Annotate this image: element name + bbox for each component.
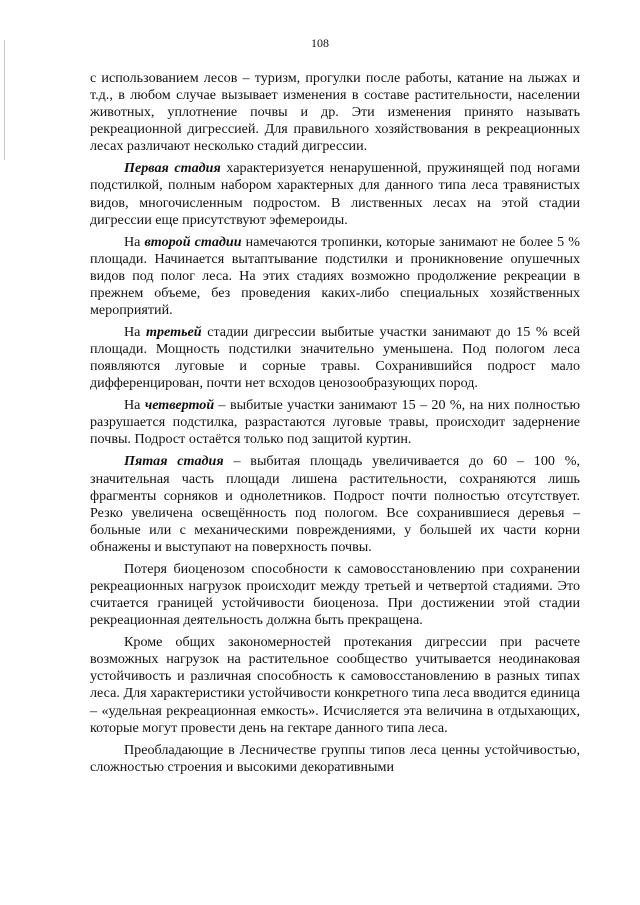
paragraph-4-lead: На (124, 323, 147, 340)
margin-rule (4, 40, 5, 160)
paragraph-4 (90, 324, 580, 392)
paragraph-2-text: характеризуется ненарушенной, пружинящей под ногами подстилкой, полным набором характерных для данного типа леса травянистых видов, многочисленным подростом. В лиственных лесах на этой стадии дигрессии еще присутствуют эфемероиды. (90, 160, 580, 228)
paragraph-9-text: Преобладающие в Лесничестве группы типов леса ценны устойчивостью, сложностью строения и высокими декоративными (90, 741, 580, 775)
paragraph-5 (90, 397, 580, 448)
stage-4-term: четвертой (144, 397, 215, 414)
paragraph-2 (90, 160, 580, 228)
stage-5-term: Пятая стадия (124, 453, 224, 470)
paragraph-4-text: стадии дигрессии выбитые участки занимают до 15 % всей площади. Мощность подстилки значительно уменьшена. Под пологом леса появляются луговые и сорные травы. Сохранившийся подрост мало дифференцирован, почти нет всходов ценозообразующих пород. (90, 323, 580, 392)
stage-1-term: Первая стадия (124, 160, 221, 177)
stage-2-term: второй стадии (144, 233, 242, 250)
paragraph-8 (90, 634, 580, 737)
paragraph-8-text: Кроме общих закономерностей протекания дигрессии при расчете возможных нагрузок на растительное сообщество учитывается неодинаковая устойчивость и различная способность к самовосстановлению в разных типах леса. Для характеристики устойчивости конкретного типа леса вводится единица – «удельная рекреационная емкость». Исчисляется эта величина в отдыхающих, которые могут провести день на гектаре данного типа леса. (90, 634, 580, 736)
paragraph-3-text: намечаются тропинки, которые занимают не более 5 % площади. Начинается вытаптывание подстилки и проникновение опушечных видов под полог леса. На этих стадиях возможно продолжение рекреации в прежнем объеме, без проведения каких-либо специальных хозяйственных мероприятий. (90, 233, 580, 318)
paragraph-5-lead: На (124, 397, 145, 414)
paragraph-1 (90, 70, 580, 155)
paragraph-3-lead: На (124, 233, 145, 250)
paragraph-1-text: с использованием лесов – туризм, прогулки после работы, катание на лыжах и т.д., в любом случае вызывает изменения в составе растительности, населении животных, уплотнение почвы и др. Эти изменения принято называть рекреационной дигрессией. Для правильного хозяйствования в рекреационных лесах различают несколько стадий дигрессии. (90, 70, 580, 155)
paragraph-6-text: – выбитая площадь увеличивается до 60 – 100 %, значительная часть площади лишена растительности, сохраняются лишь фрагменты сорняков и однолетников. Подрост почти полностью отсутствует. Резко увеличена освещённость под пологом. Все сохранившиеся деревья – больные или с механическими повреждениями, у большей их части корни обнажены и выступают на поверхность почвы. (90, 453, 581, 555)
body-text (90, 70, 580, 781)
paragraph-5-text: – выбитые участки занимают 15 – 20 %, на них полностью разрушается подстилка, разрастаются луговые травы, происходит задернение почвы. Подрост остаётся только под защитой куртин. (90, 397, 580, 448)
paragraph-3 (90, 234, 580, 319)
paragraph-7 (90, 561, 580, 629)
paragraph-9 (90, 742, 580, 776)
paragraph-7-text: Потеря биоценозом способности к самовосстановлению при сохранении рекреационных нагрузок происходит между третьей и четвертой стадиями. Это считается границей устойчивости биоценоза. При достижении этой стадии рекреационная деятельность должна быть прекращена. (90, 560, 580, 629)
paragraph-6 (90, 453, 580, 556)
stage-3-term: третьей (146, 323, 202, 340)
page-number: 108 (311, 36, 329, 50)
